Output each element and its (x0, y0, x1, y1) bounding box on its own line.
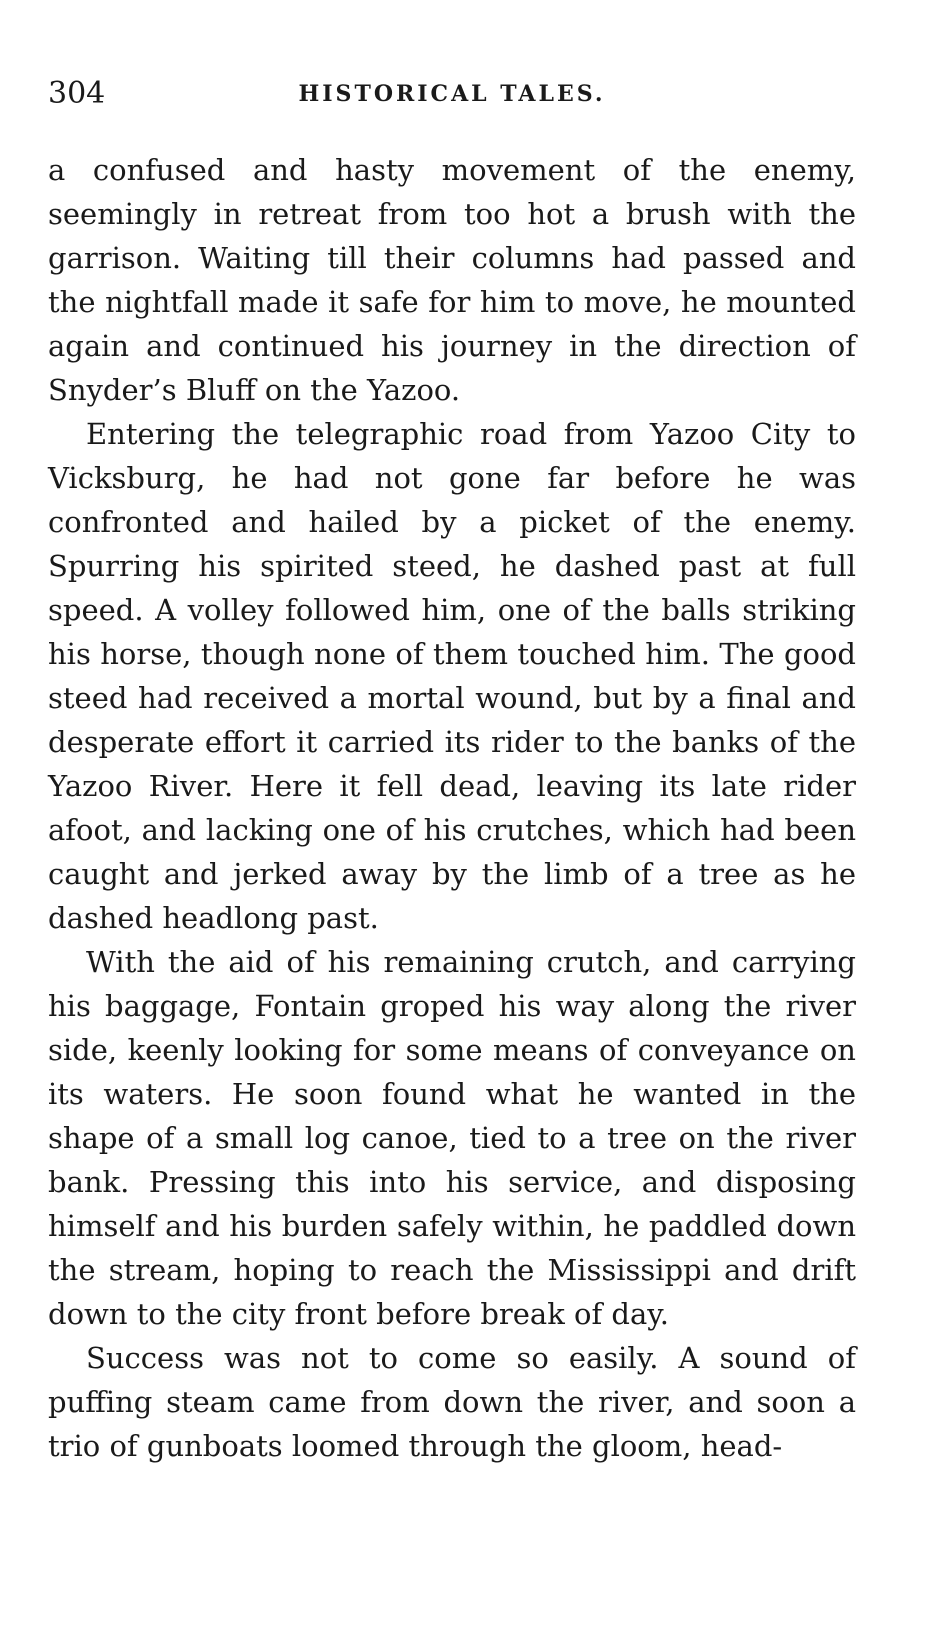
body-text (48, 148, 856, 1468)
running-title: HISTORICAL TALES. (298, 81, 606, 107)
paragraph-1: a confused and hasty movement of the enemy, seemingly in retreat from too hot a brush with the garrison. Waiting till their columns had passed and the nightfall made it safe for him to move, he mounted again and continued his journey in the direction of Snyder’s Bluff on the Yazoo. (48, 153, 856, 407)
book-page (48, 70, 856, 1468)
paragraph-4: Success was not to come so easily. A sound of puffing steam came from down the river, and soon a trio of gunboats loomed through the gloom, head- (48, 1341, 856, 1463)
page-number: 304 (48, 76, 106, 111)
running-head (48, 70, 856, 118)
paragraph-3: With the aid of his remaining crutch, and carrying his baggage, Fontain groped his way along the river side, keenly looking for some means of conveyance on its waters. He soon found what he wanted in the shape of a small log canoe, tied to a tree on the river bank. Pressing this into his service, and disposing himself and his burden safely within, he paddled down the stream, hoping to reach the Mississippi and drift down to the city front before break of day. (48, 945, 856, 1331)
paragraph-2: Entering the telegraphic road from Yazoo City to Vicksburg, he had not gone far before he was confronted and hailed by a picket of the enemy. Spurring his spirited steed, he dashed past at full speed. A volley followed him, one of the balls striking his horse, though none of them touched him. The good steed had received a mortal wound, but by a final and desperate effort it carried its rider to the banks of the Yazoo River. Here it fell dead, leaving its late rider afoot, and lacking one of his crutches, which had been caught and jerked away by the limb of a tree as he dashed headlong past. (48, 417, 856, 935)
